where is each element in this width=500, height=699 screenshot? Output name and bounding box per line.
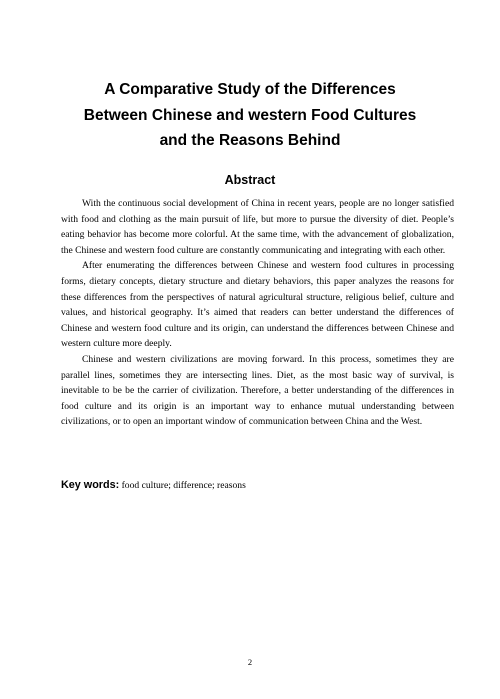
- keywords-label: Key words:: [61, 479, 120, 491]
- abstract-paragraph-2: After enumerating the differences between Chinese and western food cultures in processing forms, dietary concepts, dietary structure and dietary behaviors, this paper analyzes the reasons for these differences from the perspectives of natural agricultural structure, religious belief, culture and values, and historical geography. It’s aimed that readers can better understand the differences of Chinese and western food culture and its origin, can understand the differences between Chinese and western culture more deeply.: [61, 260, 454, 350]
- keywords-value: food culture; difference; reasons: [121, 480, 246, 491]
- page-number: 2: [247, 657, 253, 667]
- abstract-heading: Abstract: [224, 173, 276, 187]
- title-line-3: and the Reasons Behind: [159, 132, 341, 149]
- title-line-1: A Comparative Study of the Differences: [104, 81, 396, 98]
- abstract-paragraph-3: Chinese and western civilizations are moving forward. In this process, sometimes they are parallel lines, sometimes they are intersecting lines. Diet, as the most basic way of survival, is inevitable to be be the carrier of civilization. Therefore, a better understanding of the differences in food culture and its origin is an important way to enhance mutual understanding between civilizations, or to open an important window of communication between China and the West.: [61, 353, 454, 428]
- abstract-paragraph-1: With the continuous social development of China in recent years, people are no longer satisfied with food and clothing as the main pursuit of life, but more to pursue the diversity of diet. People’s eating behavior has become more colorful. At the same time, with the advancement of globalization, the Chinese and western food culture are constantly communicating and integrating with each other.: [61, 198, 454, 256]
- abstract-body: [61, 196, 454, 430]
- keywords-line: [61, 478, 454, 493]
- title-line-2: Between Chinese and western Food Cultures: [83, 106, 417, 124]
- paper-title: [40, 77, 460, 154]
